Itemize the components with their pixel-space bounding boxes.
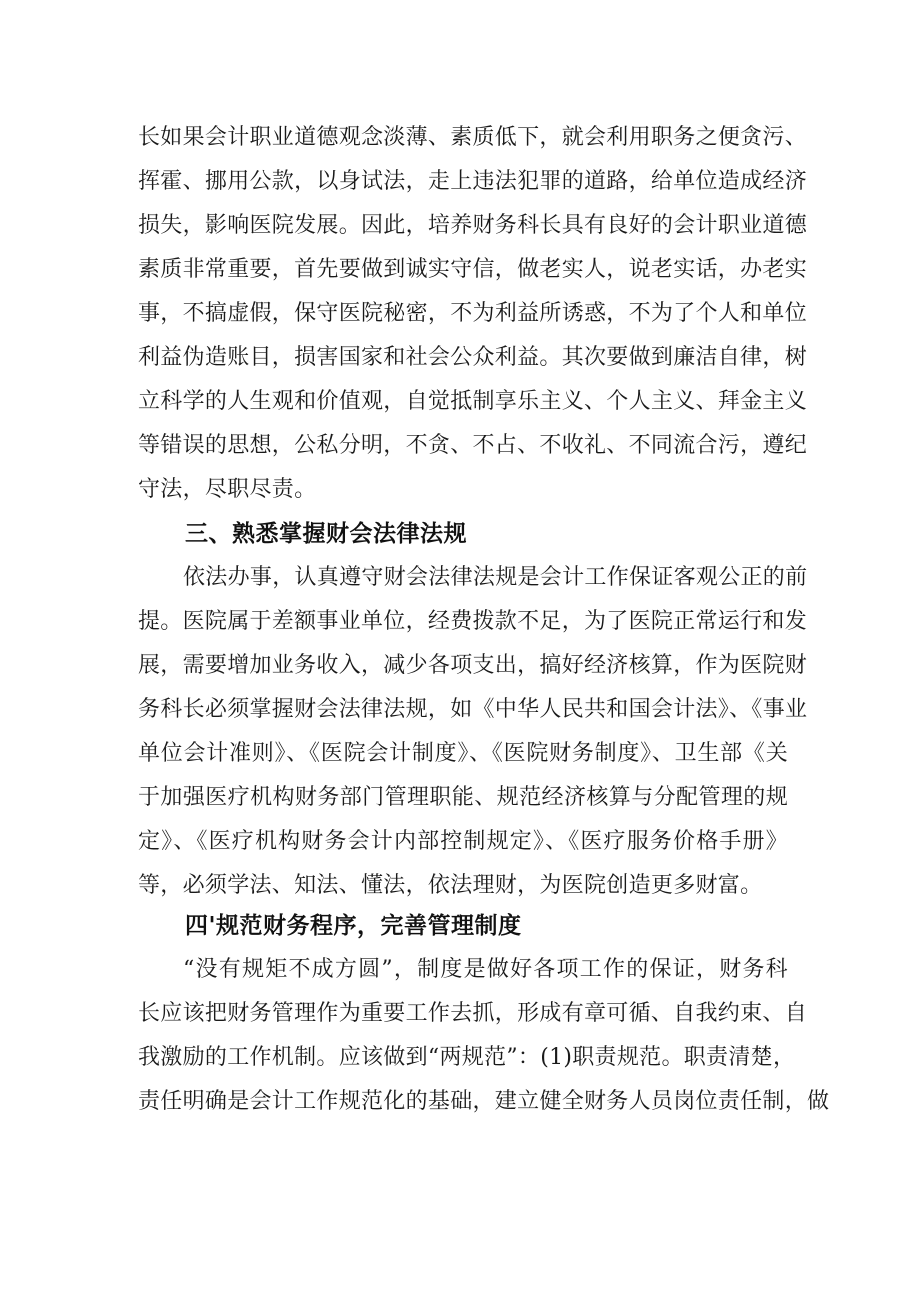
paragraph-line: 我激励的工作机制。应该做到“两规范”：(1)职责规范。职责清楚， bbox=[138, 1045, 796, 1070]
paragraph-line: 立科学的人生观和价值观，自觉抵制享乐主义、个人主义、拜金主义 bbox=[138, 389, 808, 414]
paragraph-line: 依法办事，认真遵守财会法律法规是会计工作保证客观公正的前 bbox=[183, 565, 808, 590]
paragraph-line: 长应该把财务管理作为重要工作去抓，形成有章可循、自我约束、自 bbox=[138, 1001, 808, 1026]
paragraph-line: 定》、《医疗机构财务会计内部控制规定》、《医疗服务价格手册》 bbox=[138, 829, 788, 854]
paragraph-line: 于加强医疗机构财务部门管理职能、规范经济核算与分配管理的规 bbox=[138, 785, 788, 810]
paragraph-line: 损失，影响医院发展。因此，培养财务科长具有良好的会计职业道德 bbox=[138, 213, 808, 238]
paragraph-line: 守法，尽职尽责。 bbox=[138, 477, 317, 502]
paragraph-line: 事，不搞虚假，保守医院秘密，不为利益所诱惑，不为了个人和单位 bbox=[138, 301, 808, 326]
section-heading: 四'规范财务程序，完善管理制度 bbox=[185, 913, 522, 939]
paragraph-line: 务科长必须掌握财会法律法规，如《中华人民共和国会计法》、《事业 bbox=[138, 697, 808, 722]
paragraph-line: 单位会计准则》、《医院会计制度》、《医院财务制度》、卫生部《关 bbox=[138, 741, 788, 766]
paragraph-line: 素质非常重要，首先要做到诚实守信，做老实人，说老实话，办老实 bbox=[138, 257, 808, 282]
paragraph-line: 长如果会计职业道德观念淡薄、素质低下，就会利用职务之便贪污、 bbox=[138, 125, 808, 150]
paragraph-line: 利益伪造账目，损害国家和社会公众利益。其次要做到廉洁自律，树 bbox=[138, 345, 808, 370]
paragraph-line: 等，必须学法、知法、懂法，依法理财，为医院创造更多财富。 bbox=[138, 873, 763, 898]
paragraph-line: 等错误的思想，公私分明，不贪、不占、不收礼、不同流合污，遵纪 bbox=[138, 433, 808, 458]
paragraph-line: 挥霍、挪用公款，以身试法，走上违法犯罪的道路，给单位造成经济 bbox=[138, 169, 808, 194]
paragraph-line: “没有规矩不成方圆”，制度是做好各项工作的保证，财务科 bbox=[183, 957, 788, 982]
section-heading: 三、熟悉掌握财会法律法规 bbox=[185, 521, 467, 547]
paragraph-line: 责任明确是会计工作规范化的基础，建立健全财务人员岗位责任制，做 bbox=[138, 1089, 830, 1114]
paragraph-line: 展，需要增加业务收入，减少各项支出，搞好经济核算，作为医院财 bbox=[138, 653, 808, 678]
paragraph-line: 提。医院属于差额事业单位，经费拨款不足，为了医院正常运行和发 bbox=[138, 609, 808, 634]
